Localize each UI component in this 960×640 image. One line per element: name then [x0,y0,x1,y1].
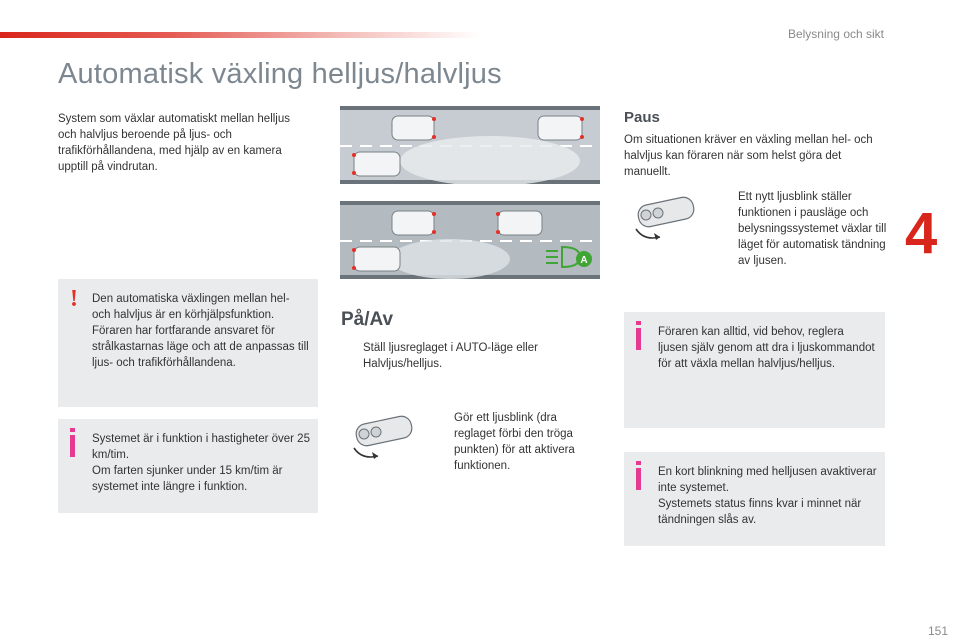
info-icon [636,328,641,350]
warning-box [58,279,318,407]
info-icon [636,468,641,490]
chapter-number: 4 [905,201,938,266]
on-off-bullet-1-text: Ställ ljusreglaget i AUTO-läge eller Halvljus/helljus. [363,342,538,370]
info-speed-text: Systemet är i funktion i hastigheter över 25 km/tim. Om farten sjunker under 15 km/tim är systemet inte längre i funktion. [92,433,310,493]
info-box-driver [624,312,885,428]
warning-icon: ! [70,286,78,312]
page-number: 151 [927,624,948,638]
road-illustration-high-beam [340,106,600,184]
info-blink-text: En kort blinkning med helljusen avaktiverar inte systemet. Systemets status finns kvar i minnet när tändningen slås av. [658,466,877,526]
light-lever-icon [346,412,416,462]
section-name: Belysning och sikt [787,27,884,41]
info-driver-text: Föraren kan alltid, vid behov, reglera ljusen själv genom att dra i ljuskommandot för att växla mellan halvljus/helljus. [658,326,875,370]
info-box-blink [624,452,885,546]
intro-text: System som växlar automatiskt mellan helljus och halvljus beroende på ljus- och trafikförhållandena, med hjälp av en kamera upptill på vindrutan. [58,113,290,173]
info-box-speed [58,419,318,513]
pause-text: Om situationen kräver en växling mellan hel- och halvljus kan föraren när som helst göra det manuellt. [624,134,873,178]
on-off-bullet-2-text: Gör ett ljusblink (dra reglaget förbi den tröga punkten) för att aktivera funktionen. [454,412,575,472]
pause-heading: Paus [624,109,660,126]
info-icon [70,435,75,457]
road-illustration-low-beam [340,201,600,279]
pause-bullet-text: Ett nytt ljusblink ställer funktionen i pausläge och belysningssystemet växlar till läget för automatisk tändning av ljusen. [738,191,887,267]
warning-text: Den automatiska växlingen mellan hel- och halvljus är en körhjälpsfunktion. Föraren har fortfarande ansvaret för strålkastarnas läge och att de anpassas till ljus- och trafikförhållandena. [92,293,309,369]
header-accent-bar [0,32,480,38]
auto-badge-letter: A [580,255,588,266]
on-off-heading: På/Av [341,309,394,330]
light-lever-pause-icon [628,193,698,243]
page-title: Automatisk växling helljus/halvljus [58,58,502,90]
